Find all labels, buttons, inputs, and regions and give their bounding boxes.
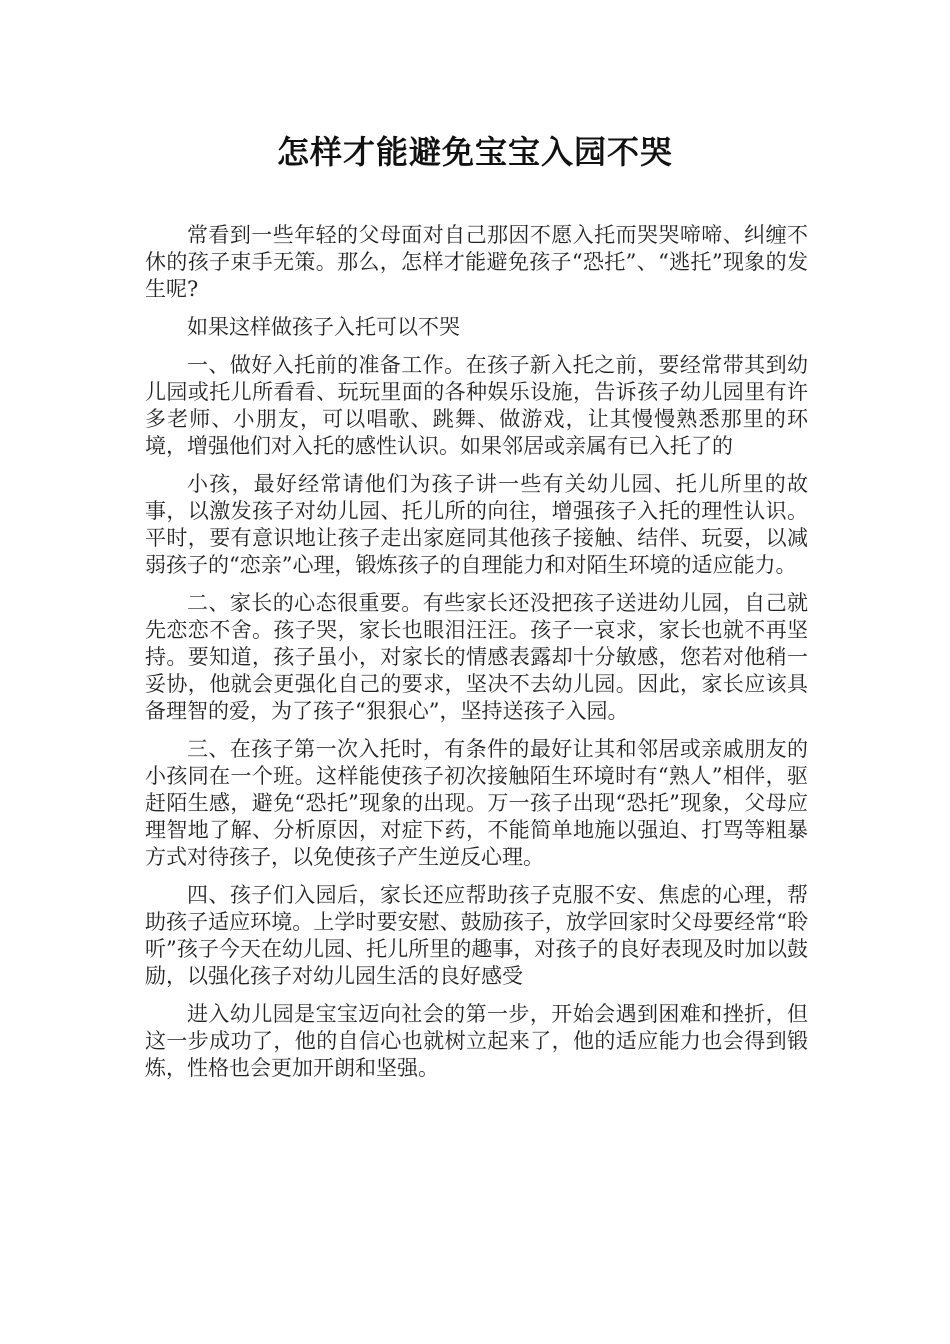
paragraph-point-3: 三、在孩子第一次入托时，有条件的最好让其和邻居或亲戚朋友的小孩同在一个班。这样能使孩子初次接触陌生环境时有“熟人”相伴，驱赶陌生感，避免“恐托”现象的出现。万一孩子出现“恐托”现象，父母应理智地了解、分析原因，对症下药，不能简单地施以强迫、打骂等粗暴方式对待孩子，以免使孩子产生逆反心理。 xyxy=(145,737,808,869)
document-title: 怎样才能避免宝宝入园不哭 xyxy=(276,133,673,171)
paragraph-point-4: 四、孩子们入园后，家长还应帮助孩子克服不安、焦虑的心理，帮助孩子适应环境。上学时要安慰、鼓励孩子，放学回家时父母要经常“聆听”孩子今天在幼儿园、托儿所里的趣事，对孩子的良好表现及时加以鼓励，以强化孩子对幼儿园生活的良好感受 xyxy=(145,883,808,988)
paragraph-intro: 常看到一些年轻的父母面对自己那因不愿入托而哭哭啼啼、纠缠不休的孩子束手无策。那么，怎样才能避免孩子“恐托”、“逃托”现象的发生呢? xyxy=(145,223,808,301)
paragraph-point-1: 一、做好入托前的准备工作。在孩子新入托之前，要经常带其到幼儿园或托儿所看看、玩玩里面的各种娱乐设施，告诉孩子幼儿园里有许多老师、小朋友，可以唱歌、跳舞、做游戏，让其慢慢熟悉那里的环境，增强他们对入托的感性认识。如果邻居或亲属有已入托了的 xyxy=(145,353,808,458)
paragraph-subheading: 如果这样做孩子入托可以不哭 xyxy=(187,315,460,339)
document-body xyxy=(145,222,808,1093)
paragraph-conclusion: 进入幼儿园是宝宝迈向社会的第一步，开始会遇到困难和挫折，但这一步成功了，他的自信心也就树立起来了，他的适应能力也会得到锻炼，性格也会更加开朗和坚强。 xyxy=(145,1002,808,1080)
paragraph-point-2: 二、家长的心态很重要。有些家长还没把孩子送进幼儿园，自己就先恋恋不舍。孩子哭，家长也眼泪汪汪。孩子一哀求，家长也就不再坚持。要知道，孩子虽小，对家长的情感表露却十分敏感，您若对他稍一妥协，他就会更强化自己的要求，坚决不去幼儿园。因此，家长应该具备理智的爱，为了孩子“狠狠心”，坚持送孩子入园。 xyxy=(145,591,808,723)
paragraph-point-1-continued: 小孩，最好经常请他们为孩子讲一些有关幼儿园、托儿所里的故事，以激发孩子对幼儿园、托儿所的向往，增强孩子入托的理性认识。平时，要有意识地让孩子走出家庭同其他孩子接触、结伴、玩耍，以减弱孩子的“恋亲”心理，锻炼孩子的自理能力和对陌生环境的适应能力。 xyxy=(145,472,808,577)
